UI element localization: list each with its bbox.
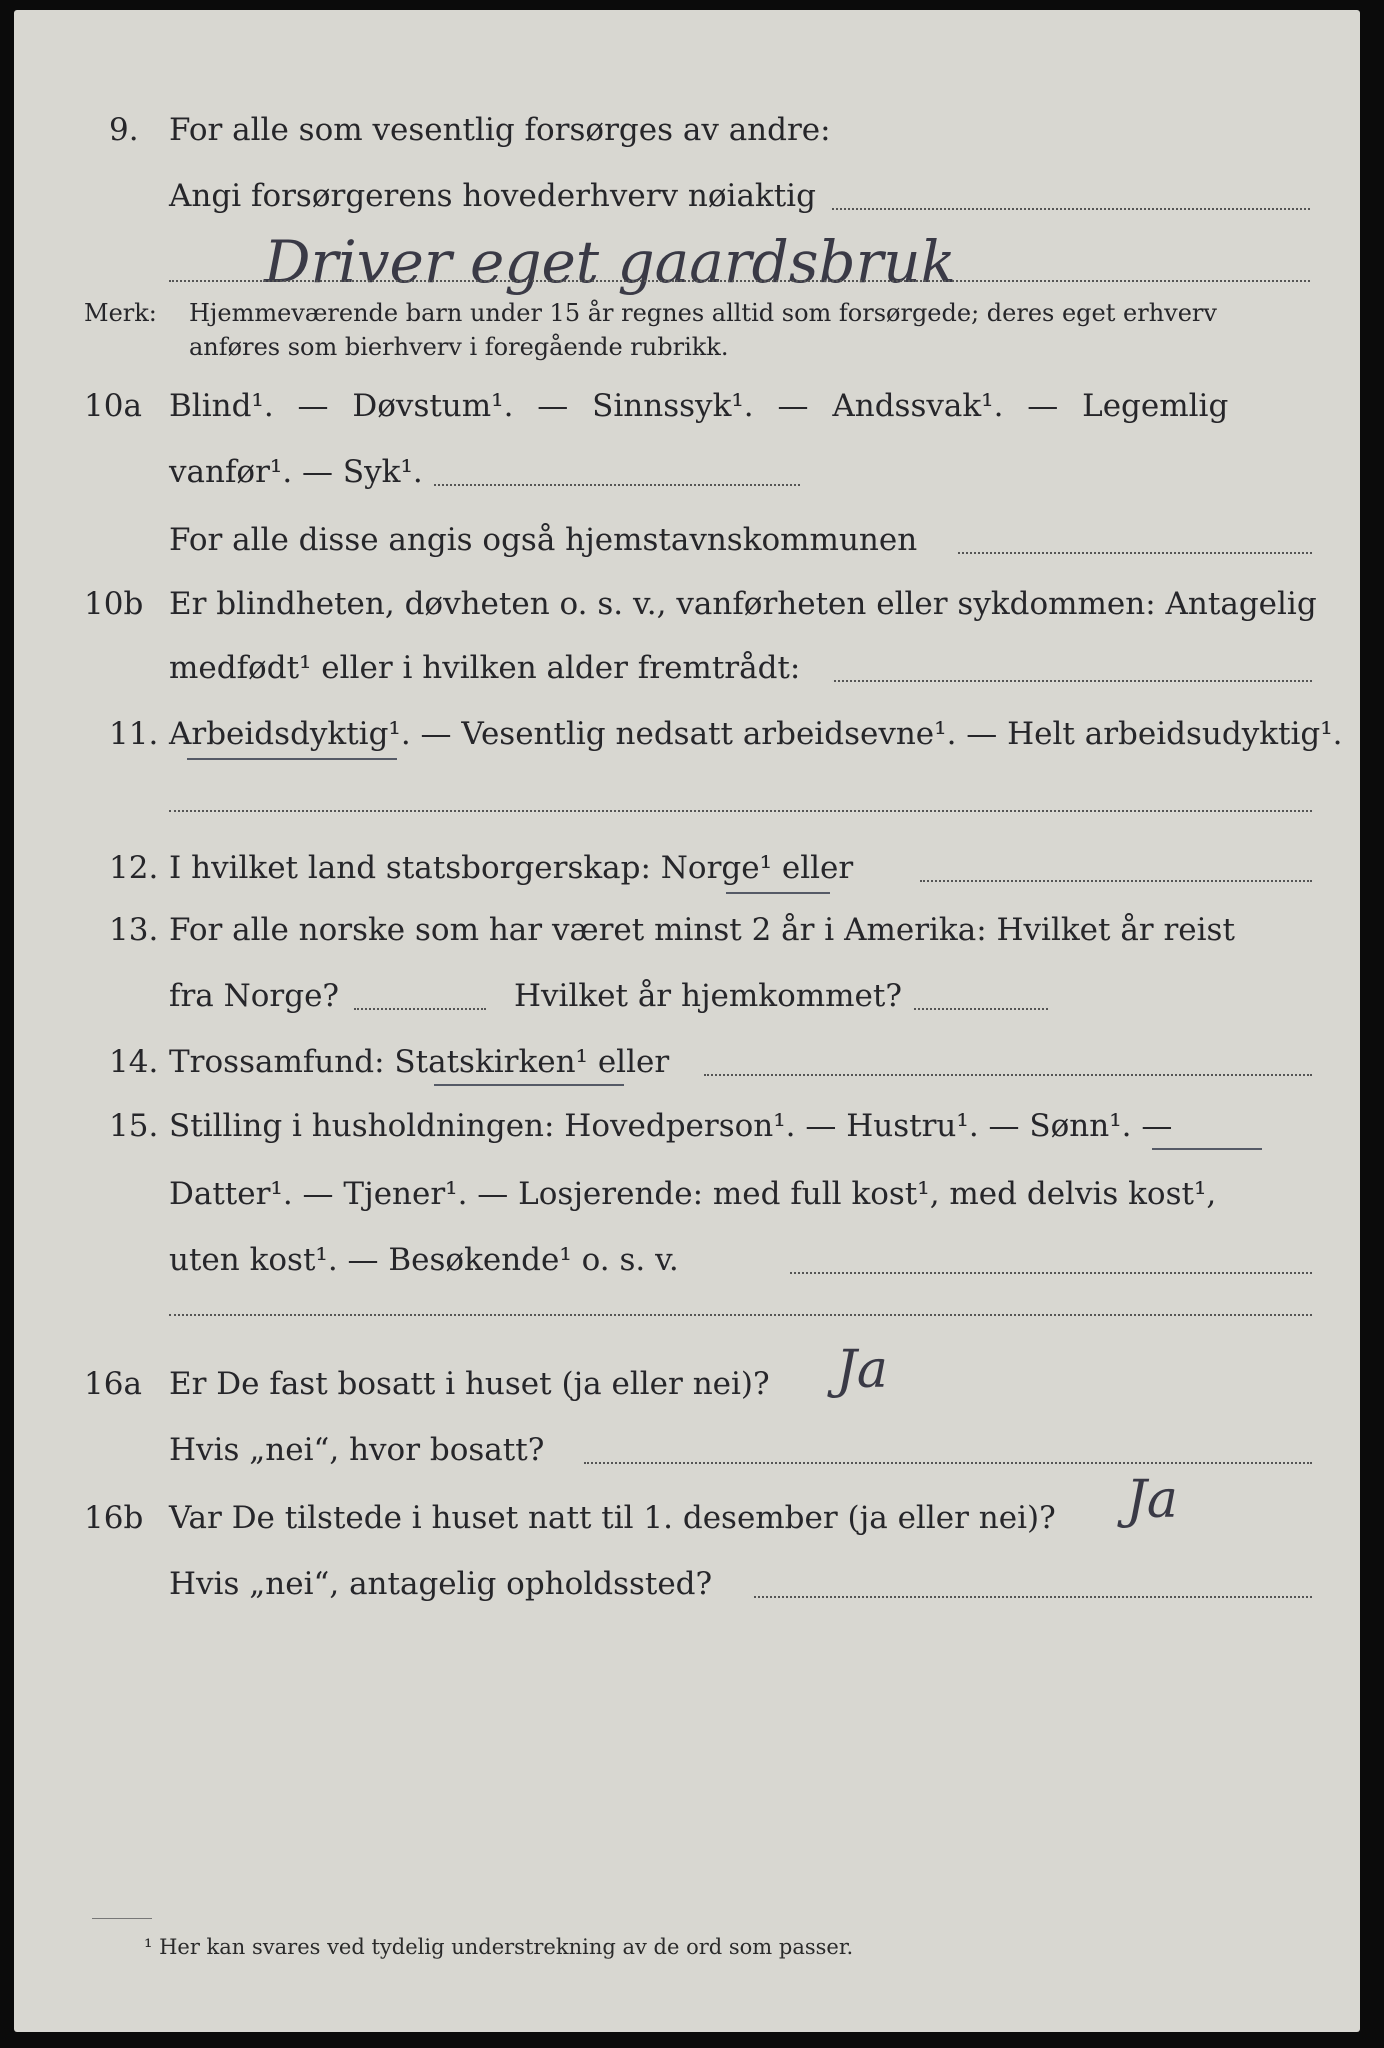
fill-line xyxy=(832,208,1310,210)
item-15-line1: Stilling i husholdningen: Hovedperson¹. — Hustru¹. — Sønn¹. — xyxy=(169,1108,1173,1144)
item-16b-number: 16b xyxy=(84,1500,144,1536)
item-12-text: I hvilket land statsborgerskap: Norge¹ eller xyxy=(169,850,854,886)
fill-line xyxy=(584,1462,1312,1464)
fill-line xyxy=(169,810,1312,812)
fill-line xyxy=(754,1596,1312,1598)
census-form-page xyxy=(14,10,1360,2032)
underline-sonn xyxy=(1152,1148,1262,1150)
fill-line xyxy=(958,552,1312,554)
item-14-number: 14. xyxy=(109,1044,159,1080)
underline-statskirken xyxy=(434,1084,624,1086)
item-10b-line1: Er blindheten, døvheten o. s. v., vanførheten eller sykdommen: Antagelig xyxy=(169,586,1317,622)
item-10b-line2: medfødt¹ eller i hvilken alder fremtrådt: xyxy=(169,650,801,686)
item-15-number: 15. xyxy=(109,1108,159,1144)
item-13-line2b: Hvilket år hjemkommet? xyxy=(514,978,902,1014)
item-11-text: Arbeidsdyktig¹. — Vesentlig nedsatt arbeidsevne¹. — Helt arbeidsudyktig¹. xyxy=(169,716,1343,752)
item-9-number: 9. xyxy=(109,112,139,148)
note-line2: anføres som bierhverv i foregående rubrikk. xyxy=(189,333,729,361)
note-line1: Hjemmeværende barn under 15 år regnes alltid som forsørgede; deres eget erhverv xyxy=(189,299,1217,327)
item-15-line2: Datter¹. — Tjener¹. — Losjerende: med full kost¹, med delvis kost¹, xyxy=(169,1176,1217,1212)
item-9-line2: Angi forsørgerens hovederhverv nøiaktig xyxy=(169,178,816,214)
footnote-rule xyxy=(92,1918,152,1919)
fill-line xyxy=(354,1008,486,1010)
item-13-number: 13. xyxy=(109,912,159,948)
item-16a-number: 16a xyxy=(84,1366,142,1402)
footnote: ¹ Her kan svares ved tydelig understrekning av de ord som passer. xyxy=(144,1935,854,1959)
item-16a-line1: Er De fast bosatt i huset (ja eller nei)? xyxy=(169,1366,770,1402)
item-16a-line2: Hvis „nei“, hvor bosatt? xyxy=(169,1432,545,1468)
item-10a-line2: vanfør¹. — Syk¹. xyxy=(169,454,423,490)
fill-line xyxy=(920,880,1312,882)
fill-line xyxy=(790,1272,1312,1274)
fill-line xyxy=(434,484,800,486)
item-12-number: 12. xyxy=(109,850,159,886)
fill-line xyxy=(169,280,1310,282)
handwritten-answer-16b: Ja xyxy=(1126,1470,1178,1530)
item-14-text: Trossamfund: Statskirken¹ eller xyxy=(169,1044,670,1080)
item-10a-line1: Blind¹. — Døvstum¹. — Sinnssyk¹. — Andssvak¹. — Legemlig xyxy=(169,388,1229,424)
item-16b-line2: Hvis „nei“, antagelig opholdssted? xyxy=(169,1566,713,1602)
underline-norge xyxy=(726,892,830,894)
item-10a-number: 10a xyxy=(84,388,142,424)
handwritten-answer-9: Driver eget gaardsbruk xyxy=(264,228,956,296)
item-11-number: 11. xyxy=(109,716,159,752)
fill-line xyxy=(834,680,1312,682)
item-13-line1: For alle norske som har været minst 2 år i Amerika: Hvilket år reist xyxy=(169,912,1235,948)
fill-line xyxy=(914,1008,1048,1010)
fill-line xyxy=(704,1074,1312,1076)
item-9-line1: For alle som vesentlig forsørges av andre: xyxy=(169,112,831,148)
item-10b-number: 10b xyxy=(84,586,144,622)
note-label: Merk: xyxy=(84,299,157,327)
item-16b-line1: Var De tilstede i huset natt til 1. desember (ja eller nei)? xyxy=(169,1500,1056,1536)
handwritten-answer-16a: Ja xyxy=(836,1340,888,1400)
underline-arbeidsdyktig xyxy=(187,758,397,760)
item-15-line3: uten kost¹. — Besøkende¹ o. s. v. xyxy=(169,1242,679,1278)
item-13-line2a: fra Norge? xyxy=(169,978,340,1014)
fill-line xyxy=(169,1314,1312,1316)
item-10a-line3: For alle disse angis også hjemstavnskommunen xyxy=(169,522,918,558)
